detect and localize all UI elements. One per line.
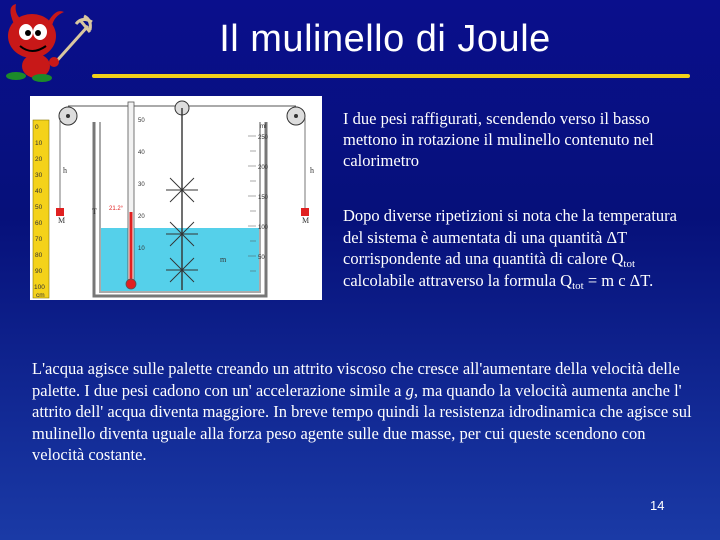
label-h-right: h: [310, 166, 314, 175]
joule-apparatus-figure: [30, 96, 322, 300]
left-mass: [56, 208, 64, 216]
volume-label: 250: [258, 135, 269, 141]
paragraph-temperature: [343, 205, 688, 291]
freebsd-devil-logo: [2, 2, 94, 82]
para3-part-a: L'acqua agisce sulle palette creando un attrito viscoso che cresce all'aumentare della velocità delle palette. I due pesi cadono con un' accelerazione simile a: [32, 359, 680, 400]
thermometer-label: 10: [138, 246, 145, 252]
title-underline: [92, 74, 690, 78]
ruler-label: 60: [35, 220, 43, 227]
ruler-unit: cm: [36, 292, 45, 299]
right-mass: [301, 208, 309, 216]
ruler-label: 10: [35, 140, 43, 147]
para2-part-c: = m c ΔT.: [583, 270, 654, 290]
ruler-label: 20: [35, 156, 43, 163]
ruler-label: 80: [35, 252, 43, 259]
thermometer-label: 30: [138, 182, 145, 188]
paragraph-viscous-friction: [32, 358, 692, 466]
thermometer-label: 40: [138, 150, 145, 156]
thermometer-label: 50: [138, 118, 145, 124]
slide-title: Il mulinello di Joule: [219, 18, 551, 60]
ruler-label: 100: [34, 284, 45, 291]
ruler-label: 90: [35, 268, 43, 275]
para3-part-b: , ma quando la velocità aumenta anche l' attrito dell' acqua diventa maggiore. In breve tempo quindi la resistenza idrodinamica che agisce sul mulinello diventa uguale alla forza peso agente sulle due masse, per cui queste scendono con velocità costante.: [32, 380, 692, 465]
thermometer-label: 20: [138, 214, 145, 220]
volume-label: 150: [258, 195, 269, 201]
para2-part-a: Dopo diverse ripetizioni si nota che la temperatura del sistema è aumentata di una quantità ΔT corrispondente ad una quantità di calore Q: [343, 206, 678, 269]
ruler-label: 30: [35, 172, 43, 179]
label-m-right: M: [302, 216, 310, 225]
ruler-label: 40: [35, 188, 43, 195]
ruler-label: 0: [35, 124, 39, 131]
ruler-label: 50: [35, 204, 43, 211]
label-h-left: h: [63, 166, 67, 175]
label-m-water: m: [220, 255, 227, 264]
symbol-g: g: [405, 380, 414, 400]
label-t: T: [92, 207, 97, 216]
volume-unit: ml: [260, 124, 267, 130]
water: [100, 228, 260, 292]
page-number: 14: [650, 498, 665, 513]
ruler-label: 70: [35, 236, 43, 243]
temperature-reading: 21.2°: [109, 206, 124, 212]
volume-label: 100: [258, 225, 269, 231]
label-m-left: M: [58, 216, 66, 225]
volume-label: 200: [258, 165, 269, 171]
para2-part-b: calcolabile attraverso la formula Q: [343, 270, 573, 290]
paragraph-weights: I due pesi raffigurati, scendendo verso il basso mettono in rotazione il mulinello contenuto nel calorimetro: [343, 109, 654, 170]
subscript-tot: tot: [623, 258, 636, 271]
volume-label: 50: [258, 255, 265, 261]
subscript-tot: tot: [572, 279, 584, 292]
